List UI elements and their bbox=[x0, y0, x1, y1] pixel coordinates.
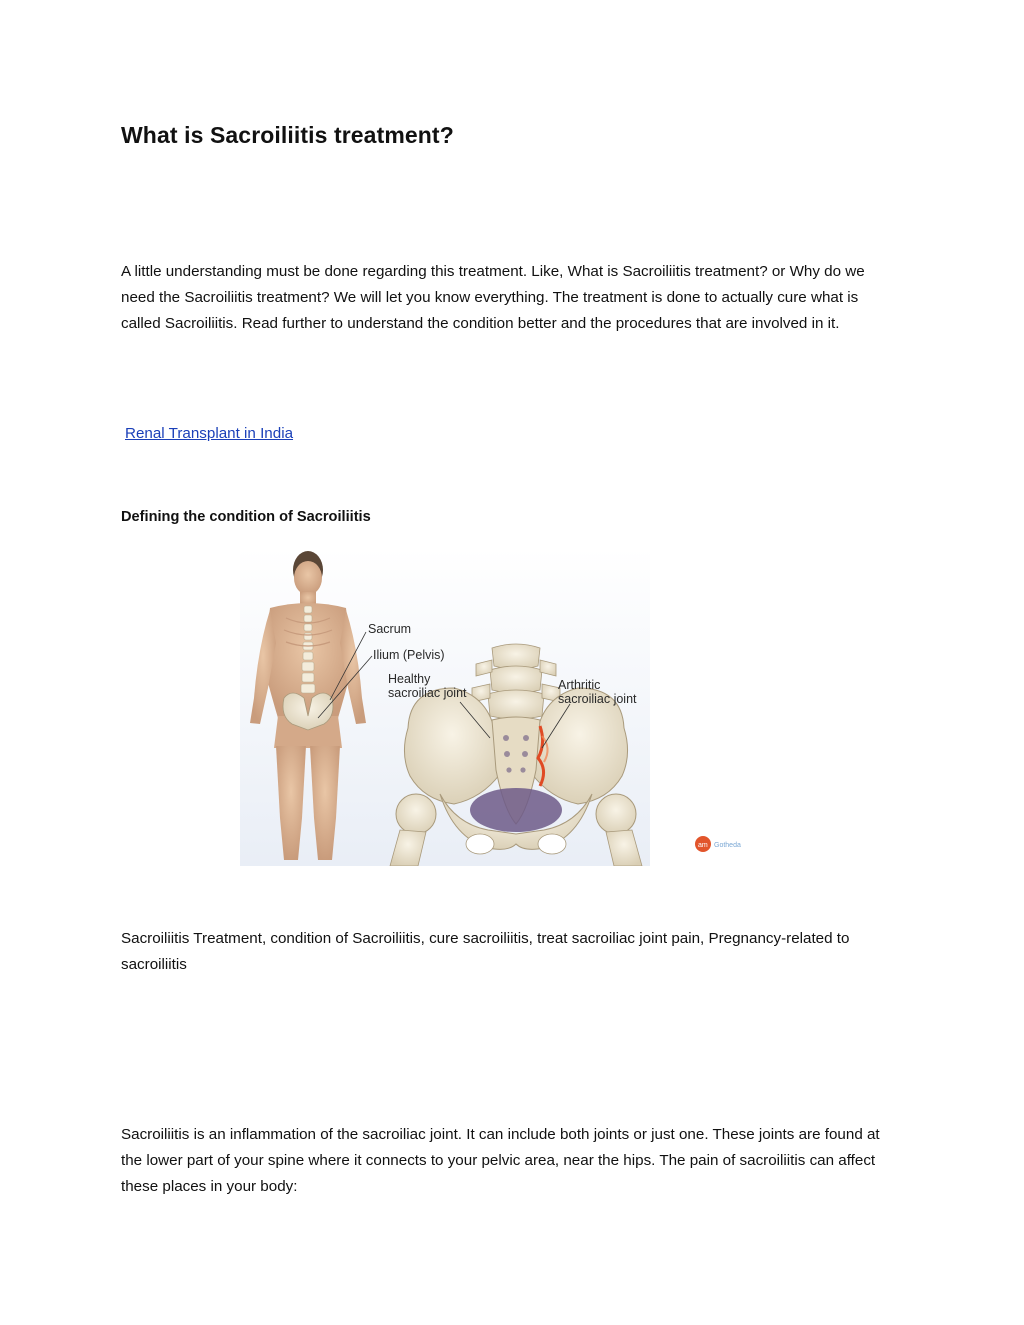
svg-text:Gotheda: Gotheda bbox=[714, 842, 741, 849]
body-paragraph: Sacroiliitis is an inflammation of the sacroiliac joint. It can include both joints or just one. These joints are found at the lower part of your spine where it connects to your pelvic area, near the hips. The pain of sacroiliitis can affect these places in your body: bbox=[121, 1126, 880, 1195]
label-healthy-2: sacroiliac joint bbox=[388, 686, 467, 700]
label-healthy-1: Healthy bbox=[388, 672, 431, 686]
figure-caption: Sacroiliitis Treatment, condition of Sacroiliitis, cure sacroiliitis, treat sacroiliac joint pain, Pregnancy-related to sacroiliitis bbox=[121, 930, 850, 973]
link-container bbox=[125, 423, 293, 445]
intro-paragraph: A little understanding must be done regarding this treatment. Like, What is Sacroiliitis treatment? or Why do we need the Sacroiliitis treatment? We will let you know everything. The treatment is done to actually cure what is called Sacroiliitis. Read further to understand the condition better and the procedures that are involved in it. bbox=[121, 263, 865, 332]
renal-transplant-link[interactable]: Renal Transplant in India bbox=[125, 425, 294, 442]
watermark-logo bbox=[695, 836, 741, 852]
label-arthritic-2: sacroiliac joint bbox=[558, 692, 637, 706]
label-sacrum: Sacrum bbox=[368, 622, 412, 636]
label-ilium: Ilium (Pelvis) bbox=[373, 648, 445, 662]
page-title: What is Sacroiliitis treatment? bbox=[121, 122, 454, 148]
section-heading: Defining the condition of Sacroiliitis bbox=[121, 509, 371, 525]
svg-text:am: am bbox=[698, 842, 708, 849]
label-arthritic-1: Arthritic bbox=[558, 678, 601, 692]
sacroiliitis-anatomy-illustration bbox=[240, 548, 755, 866]
